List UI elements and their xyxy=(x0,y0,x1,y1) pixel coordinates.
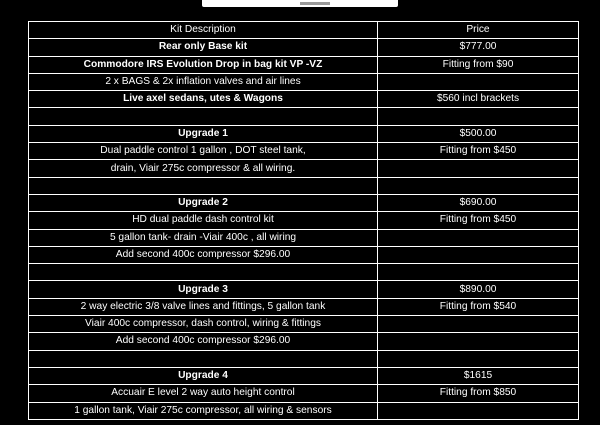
price-cell xyxy=(378,177,579,194)
price-cell xyxy=(378,73,579,90)
kit-description-cell xyxy=(29,350,378,367)
kit-description-cell: Live axel sedans, utes & Wagons xyxy=(29,91,378,108)
table-row xyxy=(29,229,579,246)
kit-description-cell: Accuair E level 2 way auto height control xyxy=(29,385,378,402)
table-row xyxy=(29,91,579,108)
price-cell: $777.00 xyxy=(378,39,579,56)
table-row xyxy=(29,264,579,281)
table-row xyxy=(29,125,579,142)
table-row xyxy=(29,177,579,194)
price-cell: $890.00 xyxy=(378,281,579,298)
table-row xyxy=(29,316,579,333)
kit-description-cell: HD dual paddle dash control kit xyxy=(29,212,378,229)
kit-description-cell: Add second 400c compressor $296.00 xyxy=(29,246,378,263)
kit-description-cell: 5 gallon tank- drain -Viair 400c , all wiring xyxy=(29,229,378,246)
logo-banner xyxy=(202,0,398,7)
kit-description-cell: Upgrade 1 xyxy=(29,125,378,142)
kit-price-table xyxy=(28,21,579,420)
table-row xyxy=(29,385,579,402)
price-cell xyxy=(378,160,579,177)
kit-description-cell: 2 x BAGS & 2x inflation valves and air lines xyxy=(29,73,378,90)
kit-description-cell: drain, Viair 275c compressor & all wiring. xyxy=(29,160,378,177)
price-cell xyxy=(378,333,579,350)
table-row xyxy=(29,367,579,384)
price-cell: Fitting from $540 xyxy=(378,298,579,315)
table-row xyxy=(29,194,579,211)
column-header-price: Price xyxy=(378,22,579,39)
table-row xyxy=(29,246,579,263)
kit-description-cell xyxy=(29,177,378,194)
table-row xyxy=(29,160,579,177)
price-cell: Fitting from $850 xyxy=(378,385,579,402)
table-row xyxy=(29,39,579,56)
price-cell: $500.00 xyxy=(378,125,579,142)
price-cell: $560 incl brackets xyxy=(378,91,579,108)
kit-description-cell: 1 gallon tank, Viair 275c compressor, all wiring & sensors xyxy=(29,402,378,419)
kit-description-cell: Commodore IRS Evolution Drop in bag kit VP -VZ xyxy=(29,56,378,73)
kit-description-cell: Upgrade 3 xyxy=(29,281,378,298)
table-row xyxy=(29,143,579,160)
kit-description-cell xyxy=(29,108,378,125)
kit-description-cell: Upgrade 2 xyxy=(29,194,378,211)
table-row xyxy=(29,56,579,73)
price-cell xyxy=(378,246,579,263)
price-cell xyxy=(378,108,579,125)
price-cell xyxy=(378,316,579,333)
price-cell: Fitting from $450 xyxy=(378,143,579,160)
kit-description-cell: 2 way electric 3/8 valve lines and fittings, 5 gallon tank xyxy=(29,298,378,315)
price-cell: Fitting from $90 xyxy=(378,56,579,73)
table-row xyxy=(29,350,579,367)
table-row xyxy=(29,212,579,229)
kit-description-cell: Upgrade 4 xyxy=(29,367,378,384)
price-cell xyxy=(378,402,579,419)
price-cell xyxy=(378,350,579,367)
column-header-description: Kit Description xyxy=(29,22,378,39)
table-header-row xyxy=(29,22,579,39)
table-row xyxy=(29,402,579,419)
table-row xyxy=(29,281,579,298)
table-row xyxy=(29,73,579,90)
kit-description-cell: Dual paddle control 1 gallon , DOT steel tank, xyxy=(29,143,378,160)
table-row xyxy=(29,108,579,125)
price-cell xyxy=(378,229,579,246)
price-cell: Fitting from $450 xyxy=(378,212,579,229)
table-row xyxy=(29,333,579,350)
logo-mark xyxy=(300,2,330,5)
table-row xyxy=(29,298,579,315)
price-cell: $1615 xyxy=(378,367,579,384)
kit-description-cell: Add second 400c compressor $296.00 xyxy=(29,333,378,350)
price-cell: $690.00 xyxy=(378,194,579,211)
kit-description-cell: Viair 400c compressor, dash control, wiring & fittings xyxy=(29,316,378,333)
kit-description-cell: Rear only Base kit xyxy=(29,39,378,56)
price-cell xyxy=(378,264,579,281)
kit-description-cell xyxy=(29,264,378,281)
